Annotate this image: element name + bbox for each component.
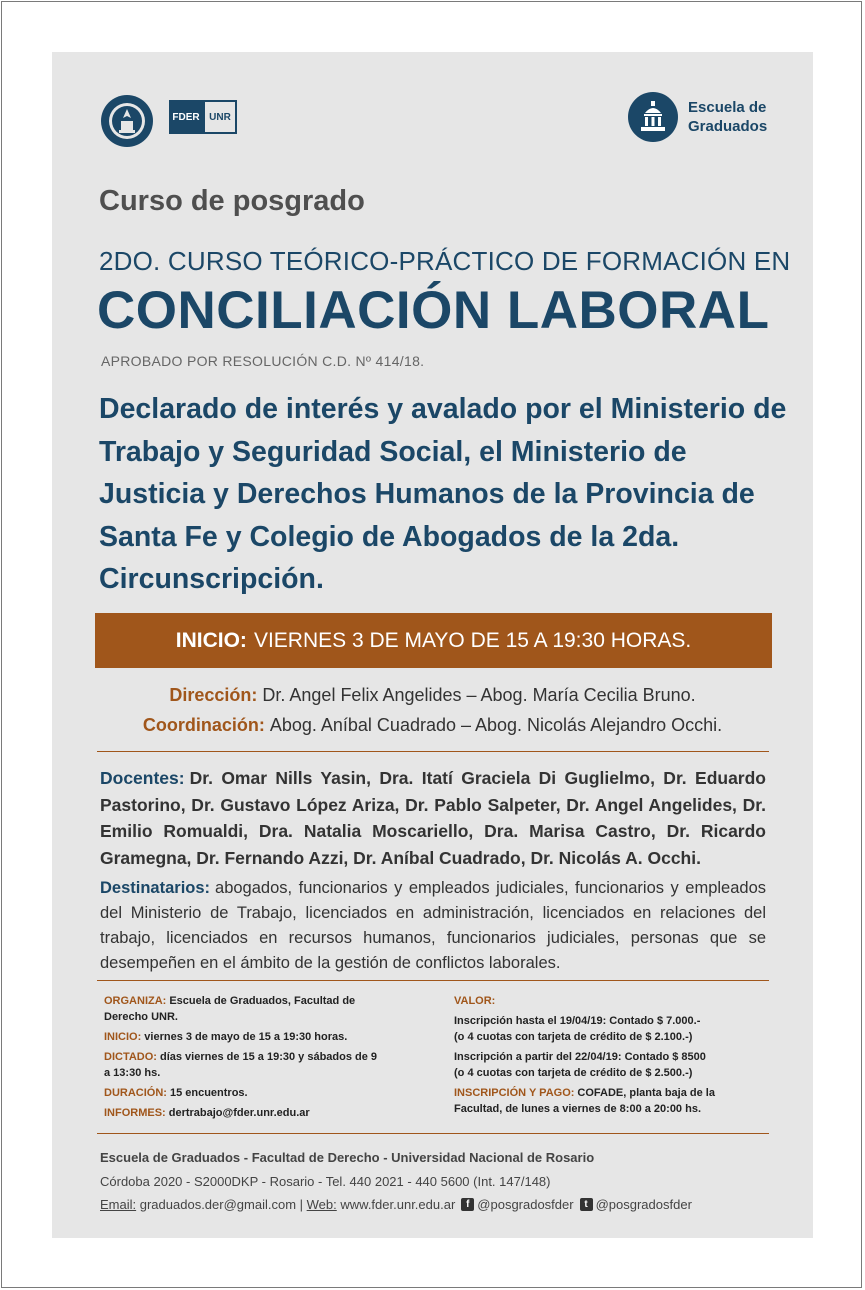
- coordination-text: Abog. Aníbal Cuadrado – Abog. Nicolás Alejandro Occhi.: [269, 715, 723, 735]
- escuela-label: Escuela de Graduados: [688, 99, 768, 135]
- info-left-column: [104, 993, 384, 1125]
- info-item-organiza: ORGANIZA: Escuela de Graduados, Facultad de Derecho UNR.: [104, 995, 356, 1023]
- teachers-label: Docentes:: [100, 768, 185, 788]
- audience-text: abogados, funcionarios y empleados judiciales, funcionarios y empleados del Ministerio de Trabajo, licenciados en administración, licenciados en relaciones del trabajo, licenciados en recursos humanos, funcionarios judiciales, personas que se desempeñen en el ámbito de la gestión de conflictos laborales.: [100, 879, 766, 972]
- fder-logo-left: FDER: [169, 100, 203, 134]
- footer-contact: [100, 1197, 692, 1212]
- email-label: Email:: [100, 1197, 137, 1212]
- price-early-installments: (o 4 cuotas con tarjeta de crédito de $ 2.100.-): [454, 1031, 693, 1043]
- divider: [97, 980, 769, 981]
- escuela-graduados-logo: [628, 92, 767, 142]
- start-text: VIERNES 3 DE MAYO DE 15 A 19:30 HORAS.: [253, 628, 692, 652]
- coordination-line: [52, 715, 813, 736]
- building-icon: [628, 92, 678, 142]
- info-item-informes: INFORMES: dertrabajo@fder.unr.edu.ar: [104, 1107, 310, 1119]
- teachers-paragraph: [100, 765, 766, 871]
- course-subtitle: 2DO. CURSO TEÓRICO-PRÁCTICO DE FORMACIÓN EN: [99, 246, 791, 276]
- audience-label: Destinatarios:: [100, 879, 211, 897]
- direction-label: Dirección:: [169, 685, 258, 705]
- twitter-icon: t: [580, 1198, 593, 1211]
- price-label: VALOR:: [454, 995, 496, 1007]
- flyer-card: [52, 52, 813, 1238]
- footer-institution: Escuela de Graduados - Facultad de Derecho - Universidad Nacional de Rosario: [100, 1150, 595, 1165]
- facebook-handle[interactable]: @posgradosfder: [477, 1197, 574, 1212]
- divider: [97, 751, 769, 752]
- email-link[interactable]: graduados.der@gmail.com |: [139, 1197, 304, 1212]
- price-late: Inscripción a partir del 22/04/19: Contado $ 8500: [454, 1051, 706, 1063]
- audience-paragraph: [100, 876, 766, 976]
- twitter-handle[interactable]: @posgradosfder: [595, 1197, 692, 1212]
- footer-address: Córdoba 2020 - S2000DKP - Rosario - Tel. 440 2021 - 440 5600 (Int. 147/148): [100, 1174, 551, 1189]
- teachers-text: Dr. Omar Nills Yasin, Dra. Itatí Graciela Di Guglielmo, Dr. Eduardo Pastorino, Dr. Gustavo López Ariza, Dr. Pablo Salpeter, Dr. Angel Angelides, Dr. Emilio Romualdi, Dra. Natalia Moscariello, Dra. Marisa Castro, Dr. Ricardo Gramegna, Dr. Fernando Azzi, Dr. Aníbal Cuadrado, Dr. Nicolás A. Occhi.: [100, 768, 766, 868]
- fder-logo-right: UNR: [203, 100, 237, 134]
- info-item-inicio: INICIO: viernes 3 de mayo de 15 a 19:30 horas.: [104, 1031, 348, 1043]
- registration-info: INSCRIPCIÓN Y PAGO: COFADE, planta baja de la Facultad, de lunes a viernes de 8:00 a 20:00 hs.: [454, 1087, 715, 1115]
- web-label: Web:: [306, 1197, 337, 1212]
- price-early: Inscripción hasta el 19/04/19: Contado $ 7.000.-: [454, 1015, 701, 1027]
- start-label: INICIO:: [175, 628, 247, 652]
- course-type: Curso de posgrado: [99, 185, 365, 217]
- divider: [97, 1133, 769, 1134]
- direction-text: Dr. Angel Felix Angelides – Abog. María Cecilia Bruno.: [262, 685, 696, 705]
- web-link[interactable]: www.fder.unr.edu.ar: [340, 1197, 456, 1212]
- info-item-duracion: DURACIÓN: 15 encuentros.: [104, 1087, 248, 1099]
- info-right-column: [454, 993, 754, 1117]
- start-banner: [95, 613, 772, 668]
- info-item-dictado: DICTADO: días viernes de 15 a 19:30 y sábados de 9 a 13:30 hs.: [104, 1051, 378, 1079]
- facebook-icon: f: [461, 1198, 474, 1211]
- fder-unr-logo: [169, 100, 237, 134]
- unr-seal-icon: [100, 94, 154, 148]
- course-title: CONCILIACIÓN LABORAL: [97, 281, 770, 340]
- direction-line: [52, 685, 813, 706]
- coordination-label: Coordinación:: [142, 715, 265, 735]
- approval-note: APROBADO POR RESOLUCIÓN C.D. Nº 414/18.: [101, 353, 425, 369]
- declaration-text: Declarado de interés y avalado por el Ministerio de Trabajo y Seguridad Social, el Ministerio de Justicia y Derechos Humanos de la Provincia de Santa Fe y Colegio de Abogados de la 2da. Circunscripción.: [99, 393, 787, 595]
- price-late-installments: (o 4 cuotas con tarjeta de crédito de $ 2.500.-): [454, 1067, 693, 1079]
